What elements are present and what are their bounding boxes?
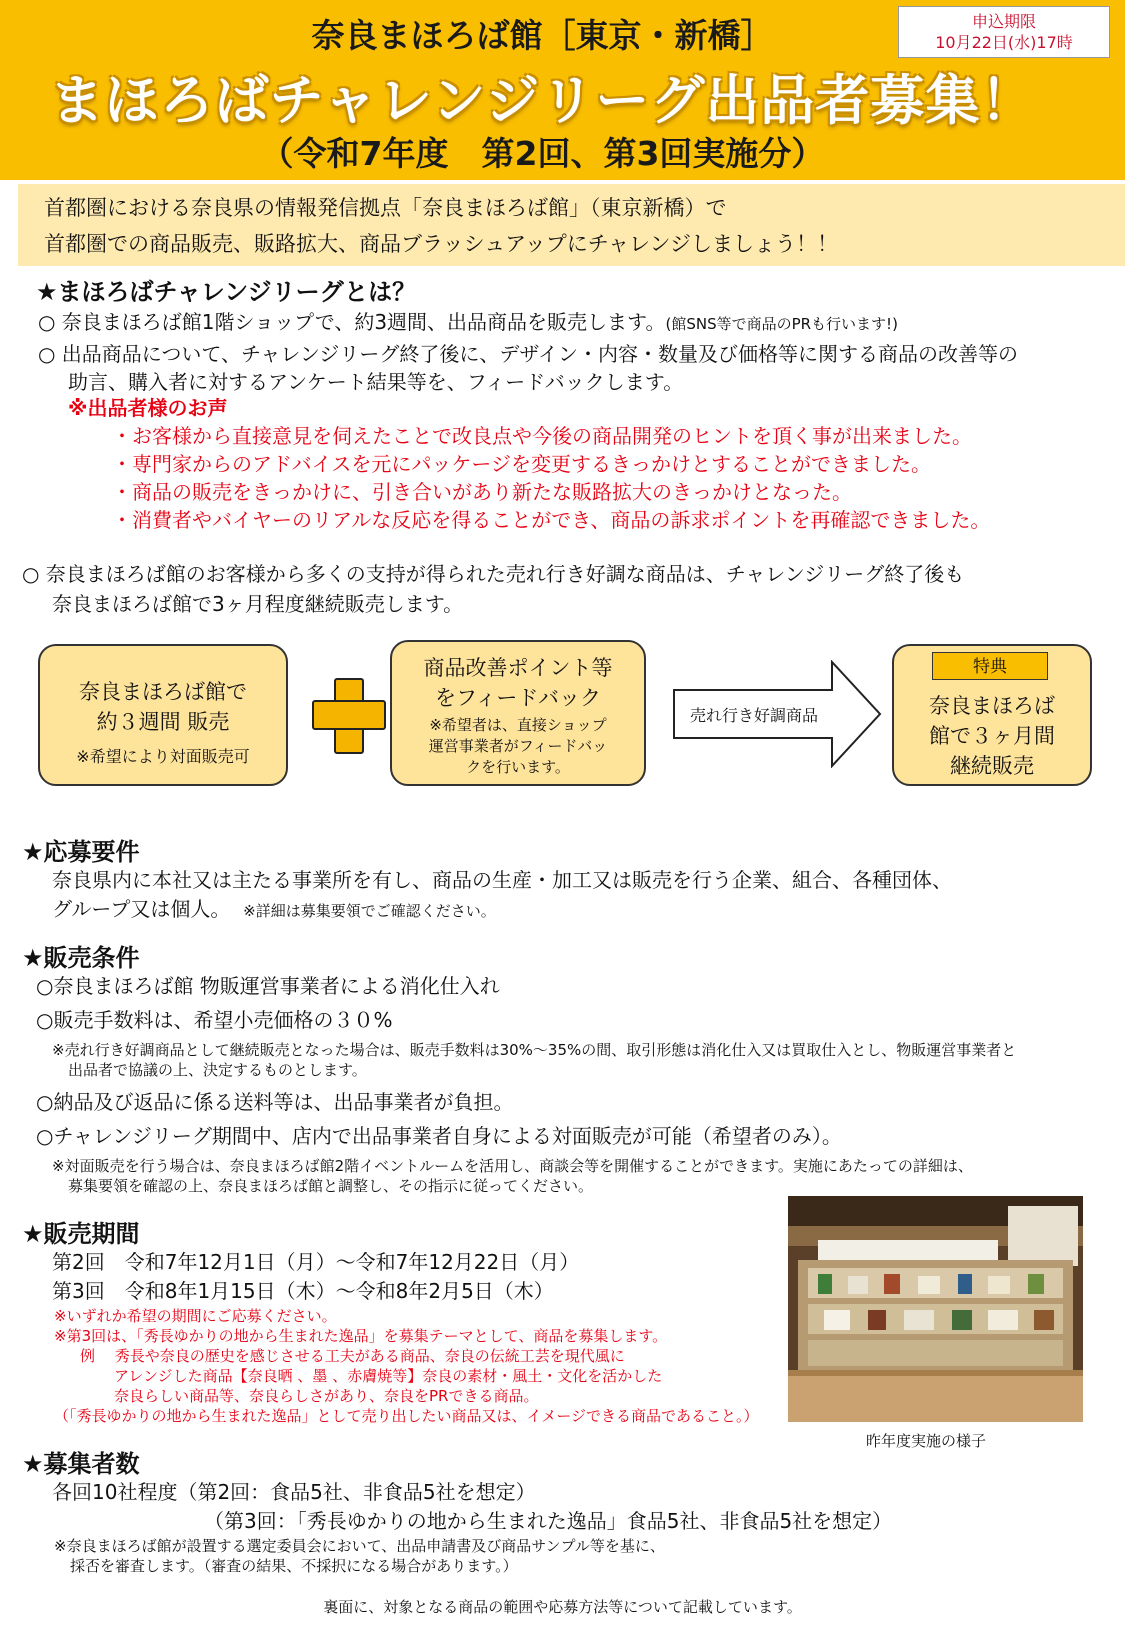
recruit-heading: ★募集者数: [22, 1450, 140, 1478]
requirements-line1: 奈良県内に本社又は主たる事業所を有し、商品の生産・加工又は販売を行う企業、組合、各種団体、: [52, 868, 952, 892]
flow-box1-line1: 奈良まほろば館で: [79, 680, 247, 704]
about-item1-text: ○ 奈良まほろば館1階ショップで、約3週間、出品商品を販売します。: [38, 310, 666, 334]
requirements-note: ※詳細は募集要領でご確認ください。: [243, 902, 496, 920]
about-heading: ★まほろばチャレンジリーグとは？: [36, 278, 417, 306]
requirements-heading: ★応募要件: [22, 838, 140, 866]
period-round2: 第2回 令和7年12月1日（月）～令和7年12月22日（月）: [52, 1250, 580, 1274]
shop-photo: [788, 1196, 1083, 1422]
intro-line2: 首都圏での商品販売、販路拡大、商品ブラッシュアップにチャレンジしましょう！！: [44, 232, 839, 256]
intro-line1: 首都圏における奈良県の情報発信拠点「奈良まほろば館」（東京新橋）で: [44, 196, 727, 220]
voice-item: ・専門家からのアドバイスを元にパッケージを変更するきっかけとすることができました。: [112, 452, 931, 476]
condition-item: ○販売手数料は、希望小売価格の３０%: [36, 1008, 393, 1032]
deadline-value: 10月22日(水)17時: [935, 33, 1073, 52]
header-subtitle: 奈良まほろば館［東京・新橋］: [311, 16, 774, 55]
flow-box2-note3: クを行います。: [466, 758, 570, 776]
photo-caption: 昨年度実施の様子: [866, 1432, 987, 1450]
flow-box2-note2: 運営事業者がフィードバッ: [428, 737, 608, 755]
tokuten-badge: 特典: [932, 652, 1048, 680]
requirements-line2: [52, 893, 496, 922]
flow-box3-line1: 奈良まほろば: [929, 694, 1055, 718]
flow-box2-line2: をフィードバック: [435, 686, 601, 710]
voices-heading: ※出品者様のお声: [68, 396, 228, 420]
condition-item: ○奈良まほろば館 物販運営事業者による消化仕入れ: [36, 974, 500, 998]
about-item3-line1: ○ 奈良まほろば館のお客様から多くの支持が得られた売れ行き好調な商品は、チャレンジリーグ終了後も: [22, 562, 965, 586]
condition-note: ※売れ行き好調商品として継続販売となった場合は、販売手数料は30%～35%の間、取引形態は消化仕入又は買取仕入とし、物販運営事業者と: [52, 1041, 1017, 1059]
period-heading: ★販売期間: [22, 1220, 140, 1248]
period-example: （「秀長ゆかりの地から生まれた逸品」として売り出したい商品又は、イメージできる商品であること。）: [54, 1407, 759, 1425]
period-example: 奈良らしい商品等、奈良らしさがあり、奈良をPRできる商品。: [114, 1387, 539, 1405]
condition-note: ※対面販売を行う場合は、奈良まほろば館2階イベントルームを活用し、商談会等を開催することができます。実施にあたっての詳細は、: [52, 1157, 973, 1175]
deadline-box: [898, 6, 1110, 58]
flow-box2-note1: ※希望者は、直接ショップ: [429, 716, 607, 734]
recruit-note: 採否を審査します。（審査の結果、不採択になる場合があります。）: [70, 1557, 518, 1575]
period-note: ※第3回は、「秀長ゆかりの地から生まれた逸品」を募集テーマとして、商品を募集します。: [54, 1327, 668, 1345]
flow-arrow-label: 売れ行き好調商品: [690, 706, 819, 725]
period-example: アレンジした商品【奈良晒 、墨 、赤膚焼等】奈良の素材・風土・文化を活かした: [114, 1367, 663, 1385]
voice-item: ・お客様から直接意見を伺えたことで改良点や今後の商品開発のヒントを頂く事が出来ました。: [112, 424, 972, 448]
condition-note: 出品者で協議の上、決定するものとします。: [68, 1061, 367, 1079]
condition-item: ○納品及び返品に係る送料等は、出品事業者が負担。: [36, 1090, 514, 1114]
footer-note: 裏面に、対象となる商品の範囲や応募方法等について記載しています。: [323, 1598, 802, 1616]
flow-box2-line1: 商品改善ポイント等: [423, 656, 613, 680]
intro-band: [18, 184, 1125, 266]
period-example: 例 秀長や奈良の歴史を感じさせる工夫がある商品、奈良の伝統工芸を現代風に: [80, 1347, 625, 1365]
condition-note: 募集要領を確認の上、奈良まほろば館と調整し、その指示に従ってください。: [68, 1177, 594, 1195]
header-round: （令和7年度 第2回、第3回実施分）: [260, 134, 825, 173]
period-round3: 第3回 令和8年1月15日（木）～令和8年2月5日（木）: [52, 1279, 554, 1303]
flow-box-feedback: [390, 640, 646, 786]
condition-item: ○チャレンジリーグ期間中、店内で出品事業者自身による対面販売が可能（希望者のみ）。: [36, 1124, 842, 1148]
flow-box1-note: ※希望により対面販売可: [76, 747, 250, 766]
recruit-note: ※奈良まほろば館が設置する選定委員会において、出品申請書及び商品サンプル等を基に、: [54, 1537, 665, 1555]
voice-item: ・商品の販売をきっかけに、引き合いがあり新たな販路拡大のきっかけとなった。: [112, 480, 852, 504]
about-item1: [38, 306, 898, 335]
conditions-heading: ★販売条件: [22, 944, 140, 972]
voice-item: ・消費者やバイヤーのリアルな反応を得ることができ、商品の訴求ポイントを再確認できました。: [112, 508, 991, 532]
recruit-line2: （第3回：「秀長ゆかりの地から生まれた逸品」食品5社、非食品5社を想定）: [204, 1509, 893, 1533]
about-item2-line2: 助言、購入者に対するアンケート結果等を、フィードバックします。: [68, 370, 684, 394]
flow-box3-line2: 館で３ヶ月間: [929, 724, 1055, 748]
period-note: ※いずれか希望の期間にご応募ください。: [54, 1307, 337, 1325]
flow-box3-line3: 継続販売: [950, 754, 1034, 778]
recruit-line1: 各回10社程度（第2回：食品5社、非食品5社を想定）: [52, 1480, 536, 1504]
about-item3-line2: 奈良まほろば館で3ヶ月程度継続販売します。: [52, 592, 464, 616]
flow-box1-line2: 約３週間 販売: [96, 710, 230, 734]
flow-box-sales: [38, 644, 288, 786]
about-item2-line1: ○ 出品商品について、チャレンジリーグ終了後に、デザイン・内容・数量及び価格等に関する商品の改善等の: [38, 342, 1019, 366]
about-item1-note: (館SNS等で商品のPRも行います!): [665, 315, 898, 333]
page-title: まほろばチャレンジリーグ出品者募集！: [49, 69, 1036, 132]
deadline-label: 申込期限: [971, 12, 1036, 31]
requirements-line2-text: グループ又は個人。: [52, 897, 231, 921]
